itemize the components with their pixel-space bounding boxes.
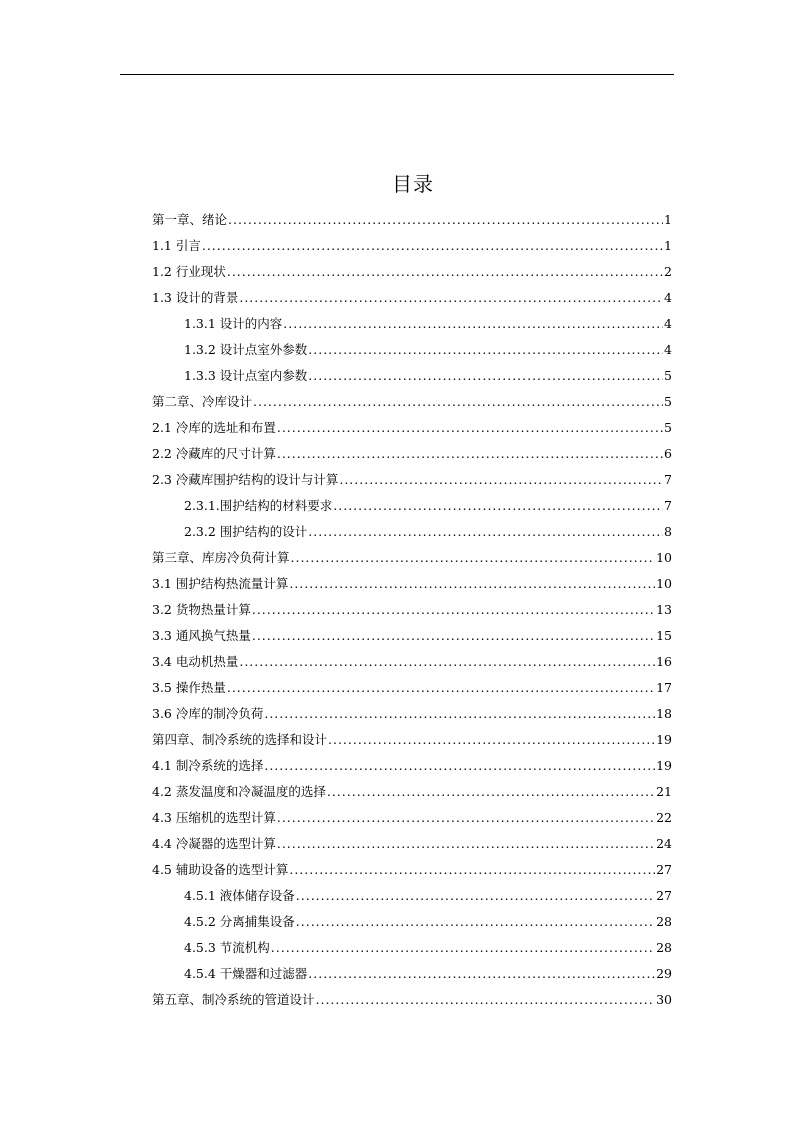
toc-entry-label: 4.5.3 节流机构 — [184, 940, 270, 955]
toc-dot-leader — [277, 805, 655, 831]
toc-entry-page: 4 — [664, 316, 672, 331]
toc-entry-label: 4.5.1 液体储存设备 — [184, 888, 295, 903]
toc-entry-page: 24 — [656, 836, 672, 851]
toc-entry[interactable] — [152, 415, 672, 441]
toc-entry-page: 27 — [656, 888, 672, 903]
toc-entry[interactable] — [152, 233, 672, 259]
toc-entry[interactable] — [152, 363, 672, 389]
toc-dot-leader — [228, 207, 663, 233]
toc-entry[interactable] — [152, 935, 672, 961]
toc-entry-page: 21 — [656, 784, 672, 799]
toc-dot-leader — [264, 701, 655, 727]
toc-dot-leader — [239, 649, 655, 675]
toc-dot-leader — [264, 753, 655, 779]
toc-entry-page: 28 — [656, 940, 672, 955]
toc-entry-page: 1 — [664, 238, 672, 253]
toc-entry[interactable] — [152, 779, 672, 805]
toc-entry-page: 1 — [664, 212, 672, 227]
toc-entry-label: 3.4 电动机热量 — [152, 654, 239, 669]
toc-entry-page: 27 — [656, 862, 672, 877]
toc-dot-leader — [308, 363, 663, 389]
toc-entry-label: 4.3 压缩机的选型计算 — [152, 810, 276, 825]
toc-entry-page: 19 — [656, 732, 672, 747]
toc-entry-page: 28 — [656, 914, 672, 929]
toc-dot-leader — [277, 415, 663, 441]
toc-entry-page: 8 — [664, 524, 672, 539]
toc-entry-page: 22 — [656, 810, 672, 825]
toc-dot-leader — [277, 441, 663, 467]
toc-dot-leader — [252, 597, 655, 623]
toc-entry-label: 3.1 围护结构热流量计算 — [152, 576, 289, 591]
toc-entry-page: 17 — [656, 680, 672, 695]
toc-entry-page: 13 — [656, 602, 672, 617]
toc-entry[interactable] — [152, 831, 672, 857]
toc-dot-leader — [333, 493, 663, 519]
toc-entry-page: 2 — [664, 264, 672, 279]
toc-dot-leader — [291, 545, 656, 571]
toc-entry[interactable] — [152, 727, 672, 753]
toc-entry-label: 2.1 冷库的选址和布置 — [152, 420, 276, 435]
toc-entry-label: 3.3 通风换气热量 — [152, 628, 251, 643]
toc-dot-leader — [283, 311, 663, 337]
toc-dot-leader — [339, 467, 663, 493]
toc-entry-label: 3.6 冷库的制冷负荷 — [152, 706, 264, 721]
toc-entry[interactable] — [152, 857, 672, 883]
table-of-contents — [152, 207, 672, 1013]
toc-dot-leader — [296, 883, 655, 909]
toc-dot-leader — [308, 961, 655, 987]
toc-entry-label: 4.5.4 干燥器和过滤器 — [184, 966, 308, 981]
toc-entry[interactable] — [152, 623, 672, 649]
toc-entry-page: 6 — [664, 446, 672, 461]
toc-dot-leader — [327, 779, 655, 805]
toc-entry-label: 2.3.2 围护结构的设计 — [184, 524, 308, 539]
toc-entry[interactable] — [152, 753, 672, 779]
toc-entry-label: 1.3.2 设计点室外参数 — [184, 342, 308, 357]
toc-dot-leader — [328, 727, 655, 753]
toc-entry[interactable] — [152, 207, 672, 233]
toc-dot-leader — [202, 233, 663, 259]
toc-dot-leader — [277, 831, 655, 857]
toc-entry-label: 4.2 蒸发温度和冷凝温度的选择 — [152, 784, 326, 799]
toc-entry-label: 2.3 冷藏库围护结构的设计与计算 — [152, 472, 339, 487]
toc-entry[interactable] — [152, 701, 672, 727]
toc-entry-label: 3.2 货物热量计算 — [152, 602, 251, 617]
toc-entry[interactable] — [152, 805, 672, 831]
toc-entry[interactable] — [152, 519, 672, 545]
toc-dot-leader — [252, 623, 655, 649]
toc-entry-page: 16 — [656, 654, 672, 669]
toc-entry[interactable] — [152, 571, 672, 597]
toc-entry-label: 第四章、制冷系统的选择和设计 — [152, 732, 328, 747]
toc-entry-page: 19 — [656, 758, 672, 773]
toc-entry-label: 4.4 冷凝器的选型计算 — [152, 836, 276, 851]
toc-entry-page: 10 — [656, 576, 672, 591]
toc-dot-leader — [227, 675, 655, 701]
toc-entry[interactable] — [152, 987, 672, 1013]
toc-entry-label: 1.3.3 设计点室内参数 — [184, 368, 308, 383]
toc-dot-leader — [227, 259, 663, 285]
toc-entry[interactable] — [152, 337, 672, 363]
toc-entry-label: 4.1 制冷系统的选择 — [152, 758, 264, 773]
toc-dot-leader — [289, 857, 655, 883]
toc-entry[interactable] — [152, 675, 672, 701]
toc-entry-page: 7 — [664, 472, 672, 487]
toc-entry-page: 15 — [656, 628, 672, 643]
toc-dot-leader — [308, 519, 663, 545]
toc-entry[interactable] — [152, 597, 672, 623]
toc-dot-leader — [239, 285, 663, 311]
toc-entry[interactable] — [152, 389, 672, 415]
toc-entry-page: 5 — [664, 368, 672, 383]
toc-entry-page: 10 — [656, 550, 672, 565]
toc-entry-label: 4.5 辅助设备的选型计算 — [152, 862, 289, 877]
toc-entry[interactable] — [152, 649, 672, 675]
toc-entry[interactable] — [152, 493, 672, 519]
toc-entry[interactable] — [152, 909, 672, 935]
toc-entry-page: 30 — [656, 992, 672, 1007]
toc-entry-label: 第一章、绪论 — [152, 212, 228, 227]
toc-entry[interactable] — [152, 311, 672, 337]
toc-dot-leader — [289, 571, 655, 597]
toc-entry-page: 7 — [664, 498, 672, 513]
toc-entry[interactable] — [152, 285, 672, 311]
toc-entry-label: 2.2 冷藏库的尺寸计算 — [152, 446, 276, 461]
toc-entry-label: 第五章、制冷系统的管道设计 — [152, 992, 315, 1007]
toc-dot-leader — [296, 909, 655, 935]
toc-entry-label: 1.2 行业现状 — [152, 264, 226, 279]
toc-entry-label: 2.3.1.围护结构的材料要求 — [184, 498, 333, 513]
toc-entry-page: 4 — [664, 290, 672, 305]
toc-dot-leader — [316, 987, 656, 1013]
toc-entry[interactable] — [152, 441, 672, 467]
toc-entry-page: 29 — [656, 966, 672, 981]
toc-entry-label: 1.3 设计的背景 — [152, 290, 239, 305]
toc-entry-label: 1.1 引言 — [152, 238, 201, 253]
toc-entry-label: 3.5 操作热量 — [152, 680, 226, 695]
toc-dot-leader — [308, 337, 663, 363]
toc-entry-label: 1.3.1 设计的内容 — [184, 316, 283, 331]
toc-entry-page: 5 — [664, 394, 672, 409]
toc-title: 目录 — [392, 172, 434, 196]
toc-entry-page: 18 — [656, 706, 672, 721]
toc-entry[interactable] — [152, 545, 672, 571]
toc-entry-page: 4 — [664, 342, 672, 357]
header-rule — [120, 74, 674, 75]
toc-entry[interactable] — [152, 259, 672, 285]
toc-entry[interactable] — [152, 883, 672, 909]
toc-entry[interactable] — [152, 961, 672, 987]
toc-entry[interactable] — [152, 467, 672, 493]
toc-dot-leader — [253, 389, 663, 415]
toc-dot-leader — [271, 935, 655, 961]
toc-entry-label: 第二章、冷库设计 — [152, 394, 253, 409]
toc-entry-label: 第三章、库房冷负荷计算 — [152, 550, 290, 565]
toc-entry-page: 5 — [664, 420, 672, 435]
toc-entry-label: 4.5.2 分离捕集设备 — [184, 914, 295, 929]
